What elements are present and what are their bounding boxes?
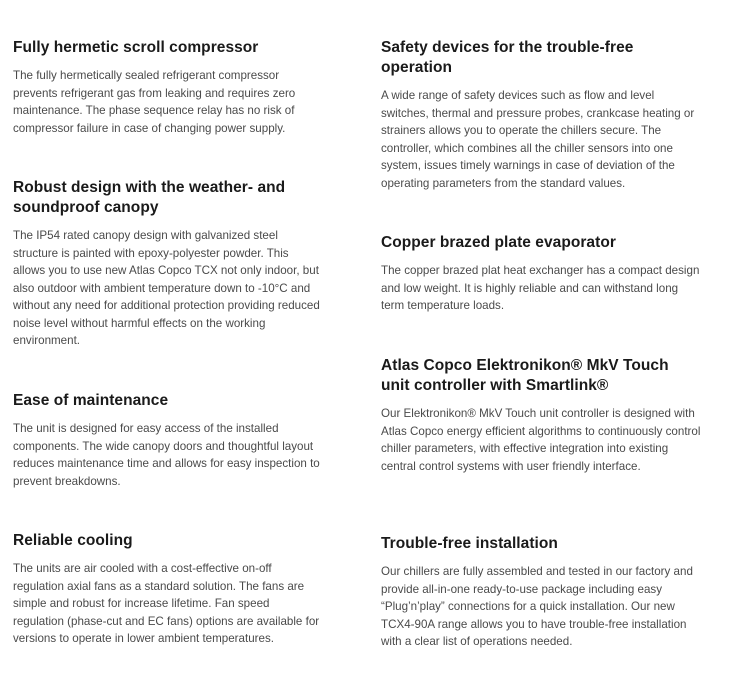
feature-body: The IP54 rated canopy design with galvanized steel structure is painted with epoxy-polyester powder. This allows you to use new Atlas Copco TCX not only indoor, but also outdoor with ambient temperature down to -10°C and without any need for additional protection providing reduced noise level without harmful effects on the working environment. <box>13 229 320 347</box>
feature-title: Fully hermetic scroll compressor <box>13 39 259 56</box>
feature-title: Ease of maintenance <box>13 392 169 409</box>
feature-body: A wide range of safety devices such as flow and level switches, thermal and pressure probes, crankcase heating or strainers allows you to operate the chillers secure. The controller, which combines all the chiller sensors into one system, issues timely warnings in case of deviation of the operating parameters from the standard values. <box>381 89 695 190</box>
feature-scroll-compressor <box>13 38 321 137</box>
feature-title: Safety devices for the trouble-free operation <box>381 39 634 76</box>
feature-body: Our Elektronikon® MkV Touch unit controller is designed with Atlas Copco energy efficient algorithms to continuously control chiller parameters, with effective integration into existing central control systems with user friendly interface. <box>381 407 701 473</box>
feature-body: Our chillers are fully assembled and tested in our factory and provide all-in-one ready-to-use package including easy “Plug’n’play” connections for a quick installation. Our new TCX4-90A range allows you to have trouble-free installation with a clear list of operations needed. <box>381 565 693 648</box>
feature-title: Atlas Copco Elektronikon® MkV Touch unit controller with Smartlink® <box>381 357 669 394</box>
feature-title: Trouble-free installation <box>381 535 558 552</box>
feature-robust-design <box>13 178 321 350</box>
feature-safety-devices <box>381 38 701 192</box>
feature-body: The unit is designed for easy access of the installed components. The wide canopy doors and thoughtful layout reduces maintenance time and allows for easy inspection to prevent breakdowns. <box>13 422 320 488</box>
feature-body: The fully hermetically sealed refrigerant compressor prevents refrigerant gas from leaking and requires zero maintenance. The phase sequence relay has no risk of compressor failure in case of changing power supply. <box>13 69 296 135</box>
feature-title: Copper brazed plate evaporator <box>381 234 616 251</box>
feature-ease-of-maintenance <box>13 391 321 490</box>
feature-title: Robust design with the weather- and soundproof canopy <box>13 179 286 216</box>
feature-elektronikon-controller <box>381 356 701 475</box>
feature-body: The copper brazed plat heat exchanger has a compact design and low weight. It is highly reliable and can withstand long term temperature loads. <box>381 264 700 312</box>
feature-body: The units are air cooled with a cost-effective on-off regulation axial fans as a standard solution. The fans are simple and robust for increase lifetime. Fan speed regulation (phase-cut and EC fans) options are available for versions to operate in lower ambient temperatures. <box>13 562 320 645</box>
feature-reliable-cooling <box>13 531 321 648</box>
feature-title: Reliable cooling <box>13 532 133 549</box>
feature-trouble-free-installation <box>381 534 701 651</box>
feature-plate-evaporator <box>381 233 701 315</box>
